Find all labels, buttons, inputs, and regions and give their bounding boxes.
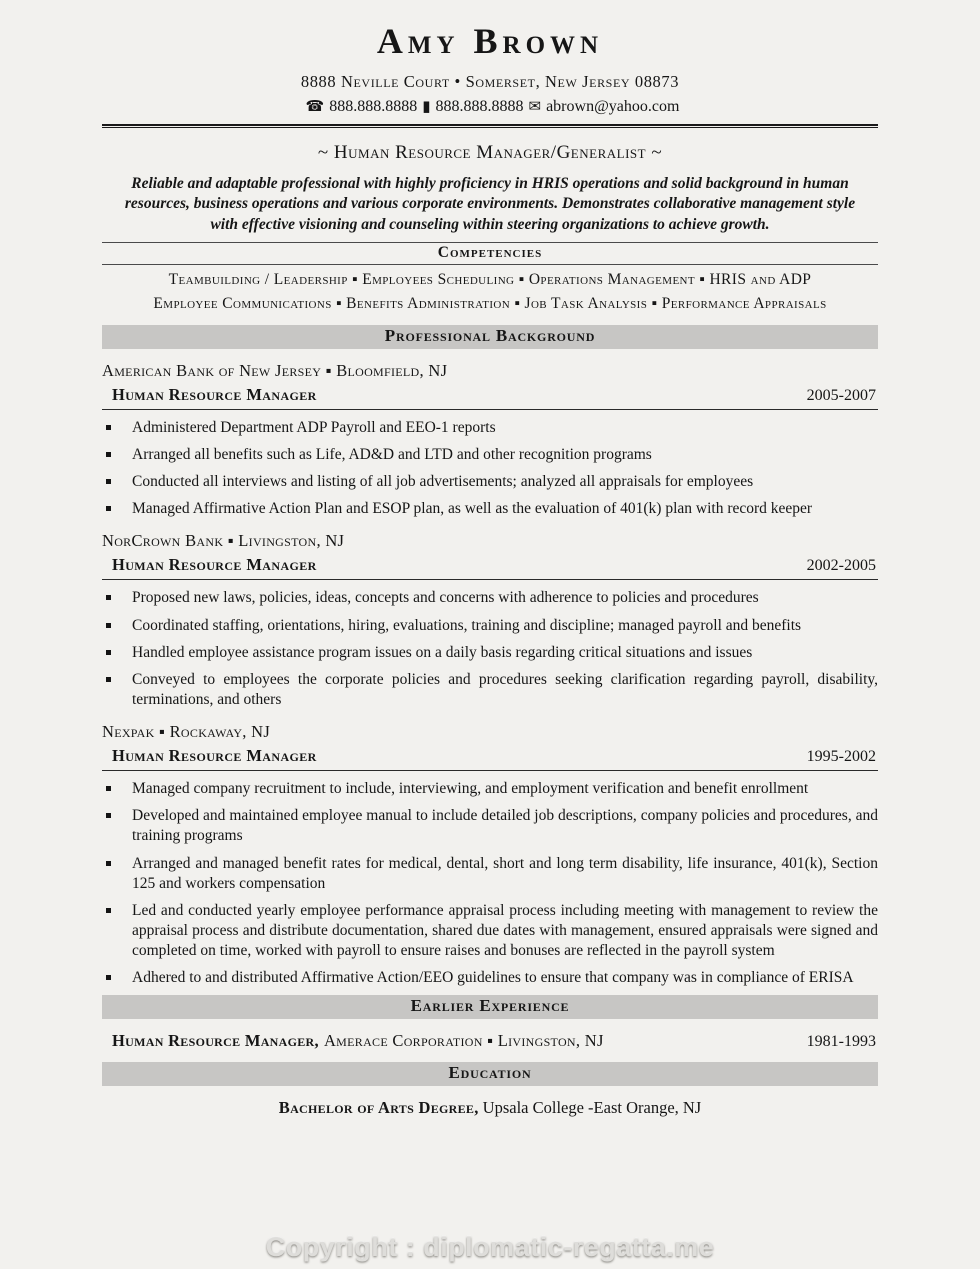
resume-header [102, 22, 878, 128]
bullet-item: Conveyed to employees the corporate policies and procedures seeking clarification regarding payroll, disability, terminations, and others [102, 670, 878, 710]
education-row [102, 1098, 878, 1118]
section-heading-earlier-experience: Earlier Experience [102, 995, 878, 1019]
bullet-item: Arranged and managed benefit rates for medical, dental, short and long term disability, life insurance, 401(k), Section 125 and workers compensation [102, 854, 878, 894]
competencies-section [102, 242, 878, 313]
resume-page [102, 0, 878, 1118]
job-entry [102, 722, 878, 988]
bullet-item: Arranged all benefits such as Life, AD&D and LTD and other recognition programs [102, 445, 878, 465]
competencies-row: Employee Communications ▪ Benefits Administration ▪ Job Task Analysis ▪ Performance Appraisals [153, 294, 827, 312]
summary-paragraph: Reliable and adaptable professional with highly proficiency in HRIS operations and solid background in human resources, business operations and various corporate environments. Demonstrates collaborative management style with effective visioning and counseling within steering organizations to achieve growth. [124, 174, 856, 234]
competencies-heading: Competencies [102, 242, 878, 265]
address-line: 8888 Neville Court • Somerset, New Jersey 08873 [300, 71, 680, 91]
candidate-name: Amy Brown [376, 21, 604, 61]
earlier-company: Amerace Corporation ▪ Livingston, NJ [323, 1031, 604, 1051]
bullet-item: Proposed new laws, policies, ideas, concepts and concerns with adherence to policies and procedures [102, 588, 878, 608]
section-heading-education: Education [102, 1062, 878, 1086]
company-line: Nexpak ▪ Rockaway, NJ [102, 722, 271, 742]
section-heading-professional-background: Professional Background [102, 325, 878, 349]
job-bullet-list [102, 779, 878, 988]
earlier-role-line [112, 1031, 604, 1051]
job-title: Human Resource Manager [112, 384, 317, 404]
bullet-item: Developed and maintained employee manual to include detailed job descriptions, company policies and procedures, and training programs [102, 806, 878, 846]
phone-secondary: 888.888.8888 [435, 97, 524, 115]
bullet-item: Coordinated staffing, orientations, hiring, evaluations, training and discipline; managed payroll and benefits [102, 616, 878, 636]
job-entry [102, 361, 878, 520]
email-text: abrown@yahoo.com [546, 97, 680, 115]
earlier-dates: 1981-1993 [806, 1033, 876, 1051]
watermark-copyright: Copyright : diplomatic-regatta.me [265, 1232, 715, 1262]
bullet-item: Administered Department ADP Payroll and EEO-1 reports [102, 418, 878, 438]
mobile-icon: ▮ [422, 96, 431, 115]
earlier-experience-section [102, 995, 878, 1051]
job-title: Human Resource Manager [112, 746, 317, 766]
contact-line [102, 97, 878, 116]
bullet-item: Handled employee assistance program issues on a daily basis regarding critical situations and issues [102, 643, 878, 663]
job-title-row [102, 553, 878, 580]
bullet-item: Managed company recruitment to include, interviewing, and employment verification and benefit enrollment [102, 779, 878, 799]
header-divider [102, 124, 878, 128]
company-line: American Bank of New Jersey ▪ Bloomfield, NJ [102, 360, 448, 380]
competencies-row: Teambuilding / Leadership ▪ Employees Scheduling ▪ Operations Management ▪ HRIS and ADP [168, 270, 812, 288]
job-title-row [102, 383, 878, 410]
earlier-role: Human Resource Manager, [112, 1031, 319, 1051]
job-dates: 2005-2007 [806, 386, 876, 404]
email-icon: ✉ [528, 96, 542, 115]
degree-name: Bachelor of Arts Degree, [278, 1098, 479, 1118]
bullet-item: Conducted all interviews and listing of all job advertisements; analyzed all appraisals for employees [102, 472, 878, 492]
bullet-item: Adhered to and distributed Affirmative Action/EEO guidelines to ensure that company was in compliance of ERISA [102, 968, 878, 988]
professional-background-section [102, 325, 878, 989]
job-bullet-list [102, 588, 878, 710]
company-line: NorCrown Bank ▪ Livingston, NJ [102, 531, 345, 551]
job-dates: 1995-2002 [806, 748, 876, 766]
phone-primary: 888.888.8888 [329, 97, 418, 115]
education-section [102, 1062, 878, 1118]
bullet-item: Managed Affirmative Action Plan and ESOP plan, as well as the evaluation of 401(k) plan with record keeper [102, 499, 878, 519]
job-entry [102, 531, 878, 710]
job-bullet-list [102, 418, 878, 520]
bullet-item: Led and conducted yearly employee performance appraisal process including meeting with management to review the appraisal process and distribute documentation, shared due dates with management, ensured appraisals were signed and completed on time, worked with payroll to ensure raises and bonuses are reflected in the payroll system [102, 901, 878, 961]
phone-icon: ☎ [305, 96, 325, 115]
school-name: Upsala College -East Orange, NJ [482, 1098, 702, 1118]
job-title: Human Resource Manager [112, 555, 317, 575]
earlier-experience-row [102, 1031, 878, 1051]
job-title-row [102, 744, 878, 771]
resume-headline: ~ Human Resource Manager/Generalist ~ [317, 141, 663, 163]
job-dates: 2002-2005 [806, 557, 876, 575]
